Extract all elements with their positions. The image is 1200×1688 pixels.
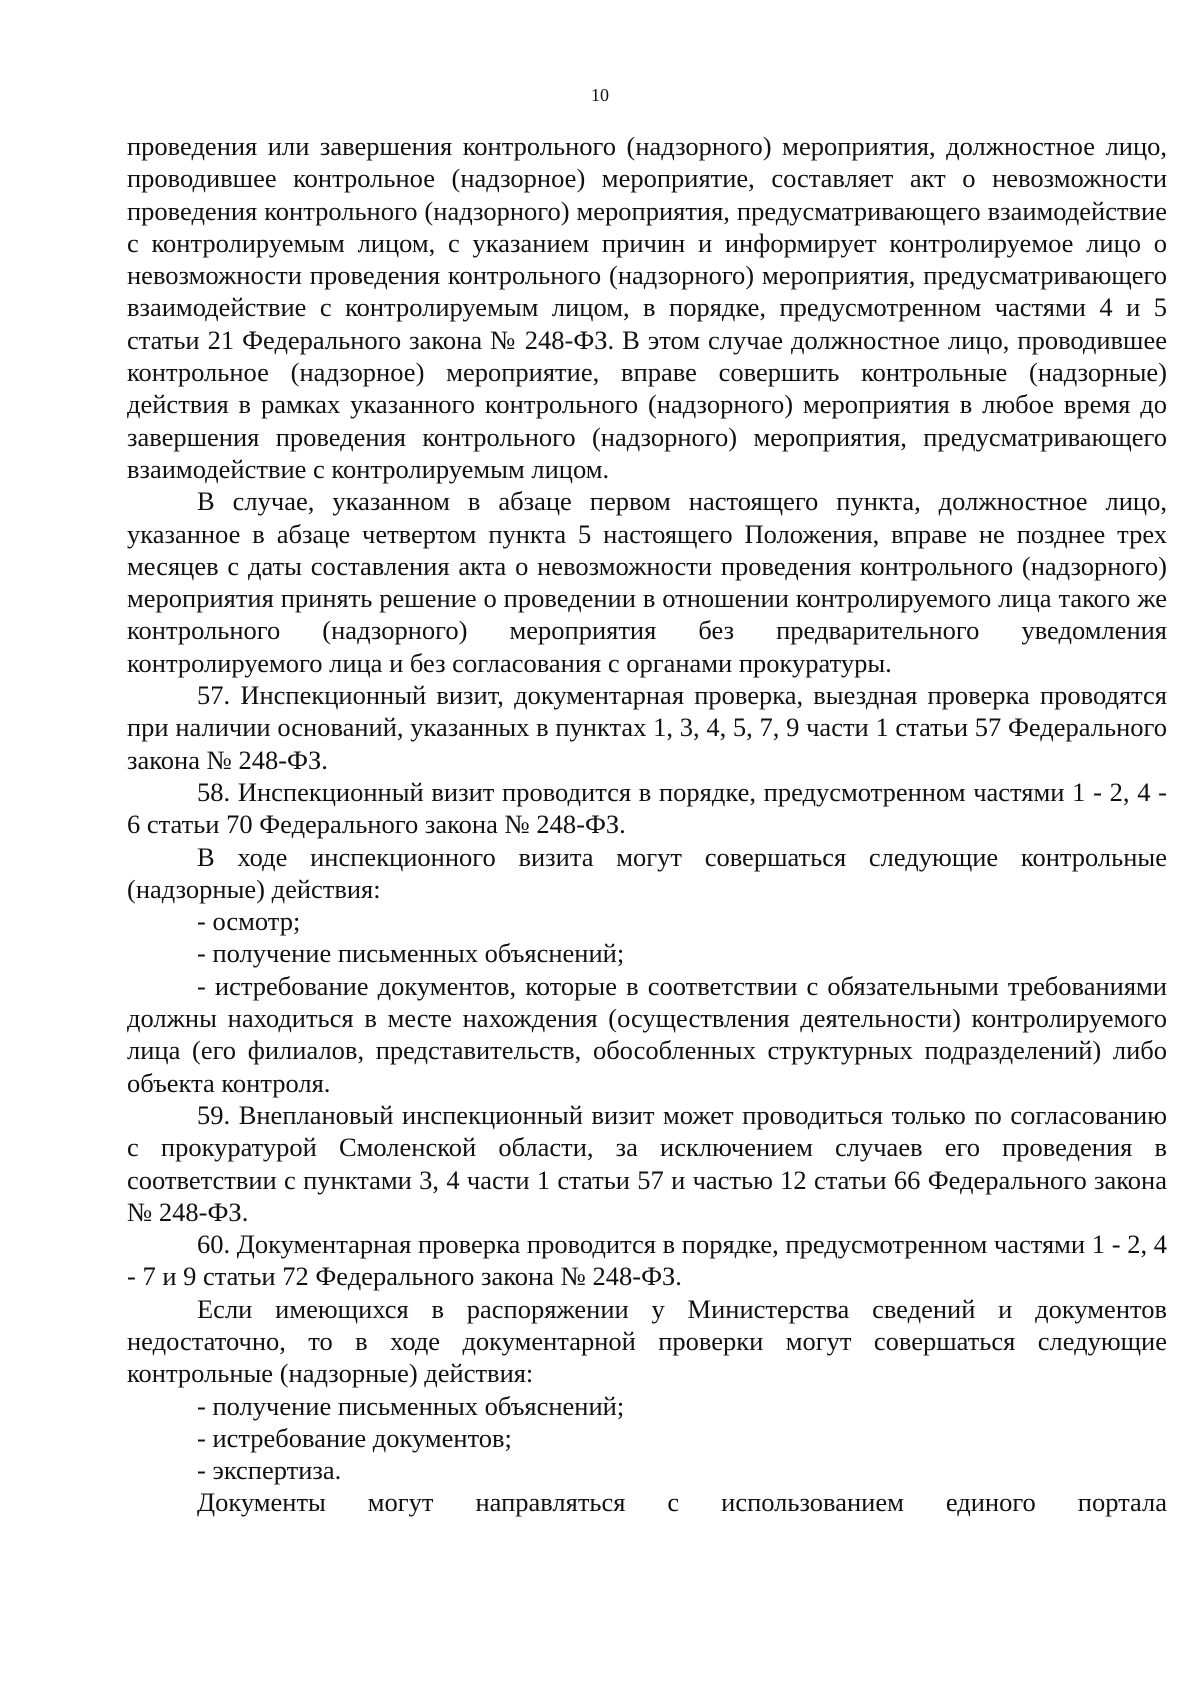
list-item: - получение письменных объяснений; (197, 1390, 625, 1421)
paragraph: Если имеющихся в распоряжении у Министерства сведений и документов недостаточно, то в ходе документарной проверки могут совершаться следующие контрольные (надзорные) действия: (127, 1293, 1167, 1389)
list-item: - осмотр; (197, 906, 301, 937)
paragraph: В случае, указанном в абзаце первом настоящего пункта, должностное лицо, указанное в абзаце четвертом пункта 5 настоящего Положения, вправе не позднее трех месяцев с даты составления акта о невозможности проведения контрольного (надзорного) мероприятия принять решение о проведении в отношении контролируемого лица такого же контрольного (надзорного) мероприятия без предварительного уведомления контролируемого лица и без согласования с органами прокуратуры. (127, 486, 1167, 678)
document-body (127, 130, 1167, 1519)
paragraph-item-59: 59. Внеплановый инспекционный визит может проводиться только по согласованию с прокуратурой Смоленской области, за исключением случаев его проведения в соответствии с пунктами 3, 4 части 1 статьи 57 и частью 12 статьи 66 Федерального закона № 248-ФЗ. (127, 1099, 1167, 1227)
paragraph: В ходе инспекционного визита могут совершаться следующие контрольные (надзорные) действия: (127, 841, 1167, 904)
list-item: - истребование документов, которые в соответствии с обязательными требованиями должны находиться в месте нахождения (осуществления деятельности) контролируемого лица (его филиалов, представительств, обособленных структурных подразделений) либо объекта контроля. (127, 970, 1167, 1098)
paragraph-item-60: 60. Документарная проверка проводится в порядке, предусмотренном частями 1 - 2, 4 - 7 и 9 статьи 72 Федерального закона № 248-ФЗ. (127, 1229, 1167, 1292)
paragraph-item-58: 58. Инспекционный визит проводится в порядке, предусмотренном частями 1 - 2, 4 - 6 статьи 70 Федерального закона № 248-ФЗ. (127, 776, 1167, 840)
page-number: 10 (591, 85, 609, 105)
paragraph-continuation: проведения или завершения контрольного (надзорного) мероприятия, должностное лицо, проводившее контрольное (надзорное) мероприятие, составляет акт о невозможности проведения контрольного (надзорного) мероприятия, предусматривающего взаимодействие с контролируемым лицом, с указанием причин и информирует контролируемое лицо о невозможности проведения контрольного (надзорного) мероприятия, предусматривающего взаимодействие с контролируемым лицом, в порядке, предусмотренном частями 4 и 5 статьи 21 Федерального закона № 248-ФЗ. В этом случае должностное лицо, проводившее контрольное (надзорное) мероприятие, вправе совершить контрольные (надзорные) действия в рамках указанного контрольного (надзорного) мероприятия в любое время до завершения проведения контрольного (надзорного) мероприятия, предусматривающего взаимодействие с контролируемым лицом. (127, 131, 1167, 484)
paragraph-item-57: 57. Инспекционный визит, документарная проверка, выездная проверка проводятся при наличии оснований, указанных в пунктах 1, 3, 4, 5, 7, 9 части 1 статьи 57 Федерального закона № 248-ФЗ. (127, 680, 1167, 775)
list-item: - экспертиза. (197, 1455, 342, 1486)
list-item: - истребование документов; (197, 1422, 512, 1453)
paragraph-continues: Документы могут направляться с использованием единого портала (197, 1487, 1167, 1518)
list-item: - получение письменных объяснений; (197, 938, 625, 969)
